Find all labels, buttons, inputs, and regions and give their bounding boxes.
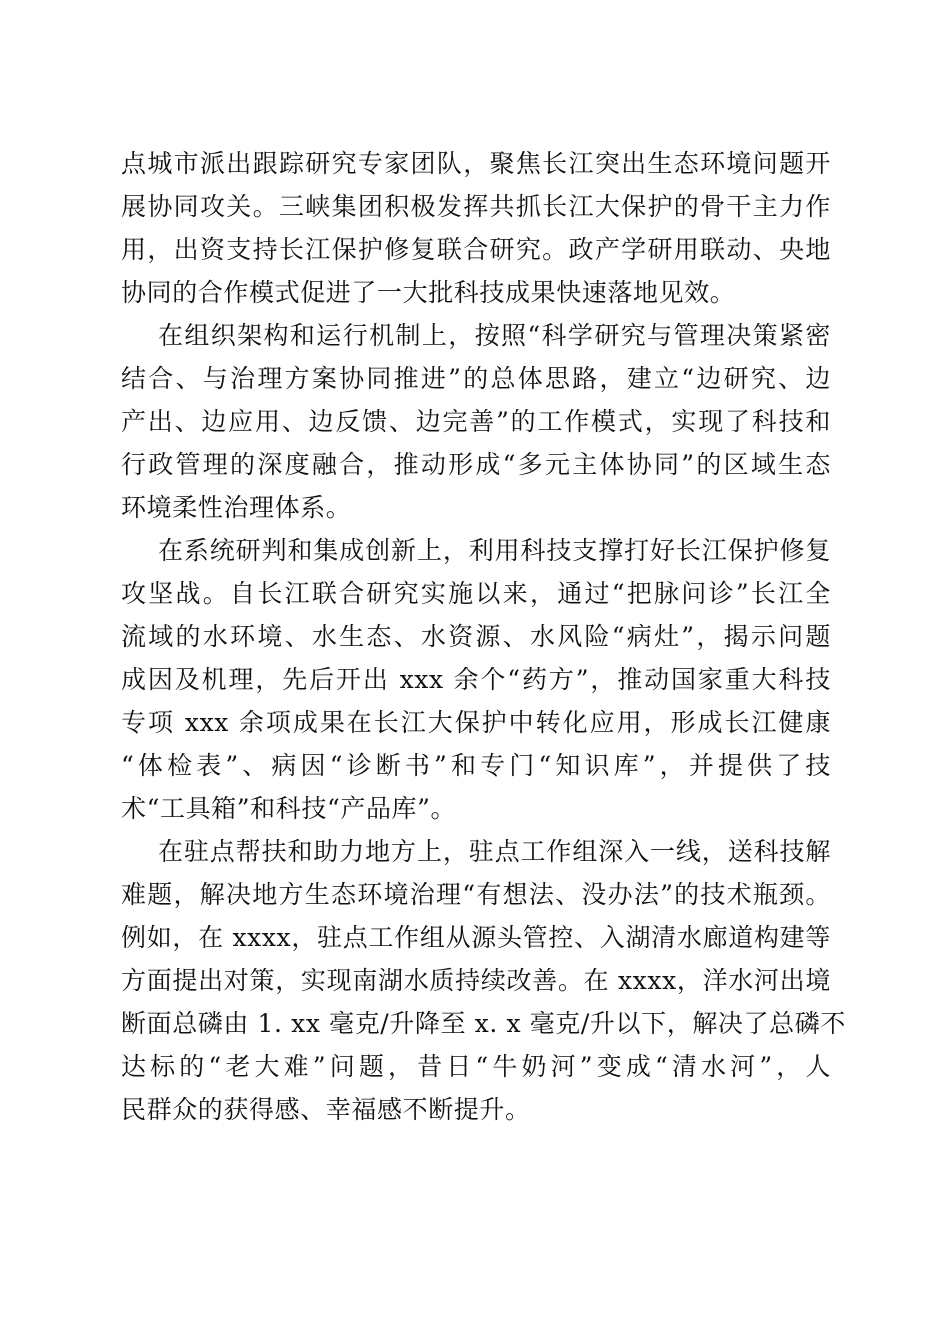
text-line: 难题，解决地方生态环境治理“有想法、没办法”的技术瓶颈。 xyxy=(121,880,831,909)
text-line: “体检表”、病因“诊断书”和专门“知识库”，并提供了技 xyxy=(121,751,831,780)
text-line: 在驻点帮扶和助力地方上，驻点工作组深入一线，送科技解 xyxy=(158,837,831,866)
text-line: 协同的合作模式促进了一大批科技成果快速落地见效。 xyxy=(121,278,736,307)
text-line: 产出、边应用、边反馈、边完善”的工作模式，实现了科技和 xyxy=(121,407,831,436)
text-line: 成因及机理，先后开出 xxx 余个“药方”，推动国家重大科技 xyxy=(121,665,831,694)
text-line: 流域的水环境、水生态、水资源、水风险“病灶”，揭示问题 xyxy=(121,622,831,651)
text-line: 环境柔性治理体系。 xyxy=(121,493,352,522)
body-text xyxy=(121,142,846,1131)
text-line: 达标的“老大难”问题，昔日“牛奶河”变成“清水河”，人 xyxy=(121,1052,831,1081)
text-line: 方面提出对策，实现南湖水质持续改善。在 xxxx，洋水河出境 xyxy=(121,966,831,995)
text-line: 断面总磷由 1. xx 毫克/升降至 x. x 毫克/升以下，解决了总磷不 xyxy=(121,1009,846,1038)
text-line: 结合、与治理方案协同推进”的总体思路，建立“边研究、边 xyxy=(121,364,831,393)
text-line: 攻坚战。自长江联合研究实施以来，通过“把脉问诊”长江全 xyxy=(121,579,831,608)
text-line: 在系统研判和集成创新上，利用科技支撑打好长江保护修复 xyxy=(158,536,831,565)
text-line: 展协同攻关。三峡集团积极发挥共抓长江大保护的骨干主力作 xyxy=(121,192,831,221)
paragraph-4 xyxy=(121,830,846,1131)
paragraph-3 xyxy=(121,529,831,830)
text-line: 在组织架构和运行机制上，按照“科学研究与管理决策紧密 xyxy=(158,321,831,350)
text-line: 术“工具箱”和科技“产品库”。 xyxy=(121,794,457,823)
text-line: 用，出资支持长江保护修复联合研究。政产学研用联动、央地 xyxy=(121,235,831,264)
text-line: 例如，在 xxxx，驻点工作组从源头管控、入湖清水廊道构建等 xyxy=(121,923,831,952)
text-line: 点城市派出跟踪研究专家团队，聚焦长江突出生态环境问题开 xyxy=(121,149,831,178)
paragraph-2 xyxy=(121,314,831,529)
text-line: 专项 xxx 余项成果在长江大保护中转化应用，形成长江健康 xyxy=(121,708,831,737)
paragraph-1 xyxy=(121,142,831,314)
text-line: 行政管理的深度融合，推动形成“多元主体协同”的区域生态 xyxy=(121,450,831,479)
text-line: 民群众的获得感、幸福感不断提升。 xyxy=(121,1095,531,1124)
